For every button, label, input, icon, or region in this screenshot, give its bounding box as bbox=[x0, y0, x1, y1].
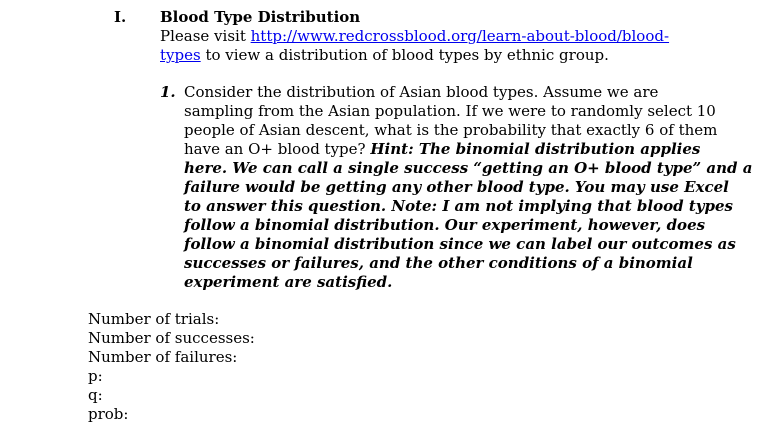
field-p-label: p: bbox=[88, 367, 103, 385]
hint-start: Hint: The binomial distribution applies bbox=[370, 140, 701, 158]
hint-line: follow a binomial distribution since we can label our outcomes as bbox=[184, 235, 736, 253]
intro-prefix: Please visit bbox=[160, 27, 251, 45]
question-line bbox=[184, 140, 700, 159]
field-successes-label: Number of successes: bbox=[88, 329, 255, 347]
hint-line: experiment are satisfied. bbox=[184, 273, 393, 291]
hint-line: failure would be getting any other blood type. You may use Excel bbox=[184, 178, 729, 196]
section-title: Blood Type Distribution bbox=[160, 8, 361, 26]
intro-line-2 bbox=[160, 46, 609, 65]
intro-line-1 bbox=[160, 27, 669, 46]
field-prob-label: prob: bbox=[88, 405, 129, 423]
question-line: people of Asian descent, what is the probability that exactly 6 of them bbox=[184, 121, 718, 139]
redcross-link-part2[interactable]: types bbox=[160, 46, 201, 64]
question-line: sampling from the Asian population. If we were to randomly select 10 bbox=[184, 102, 716, 120]
field-failures-label: Number of failures: bbox=[88, 348, 238, 366]
question-number: 1. bbox=[160, 83, 176, 101]
hint-line: successes or failures, and the other conditions of a binomial bbox=[184, 254, 693, 272]
hint-line: follow a binomial distribution. Our experiment, however, does bbox=[184, 216, 706, 234]
question-line-plain: have an O+ blood type? bbox=[184, 140, 371, 158]
hint-line: here. We can call a single success “getting an O+ blood type” and a bbox=[184, 159, 753, 177]
question-line: Consider the distribution of Asian blood types. Assume we are bbox=[184, 83, 659, 101]
field-q-label: q: bbox=[88, 386, 103, 404]
field-trials-label: Number of trials: bbox=[88, 310, 220, 328]
section-number: I. bbox=[114, 8, 127, 26]
intro-suffix: to view a distribution of blood types by ethnic group. bbox=[200, 46, 609, 64]
redcross-link-part1[interactable]: http://www.redcrossblood.org/learn-about-blood/blood- bbox=[250, 27, 670, 45]
hint-line: to answer this question. Note: I am not implying that blood types bbox=[184, 197, 733, 215]
